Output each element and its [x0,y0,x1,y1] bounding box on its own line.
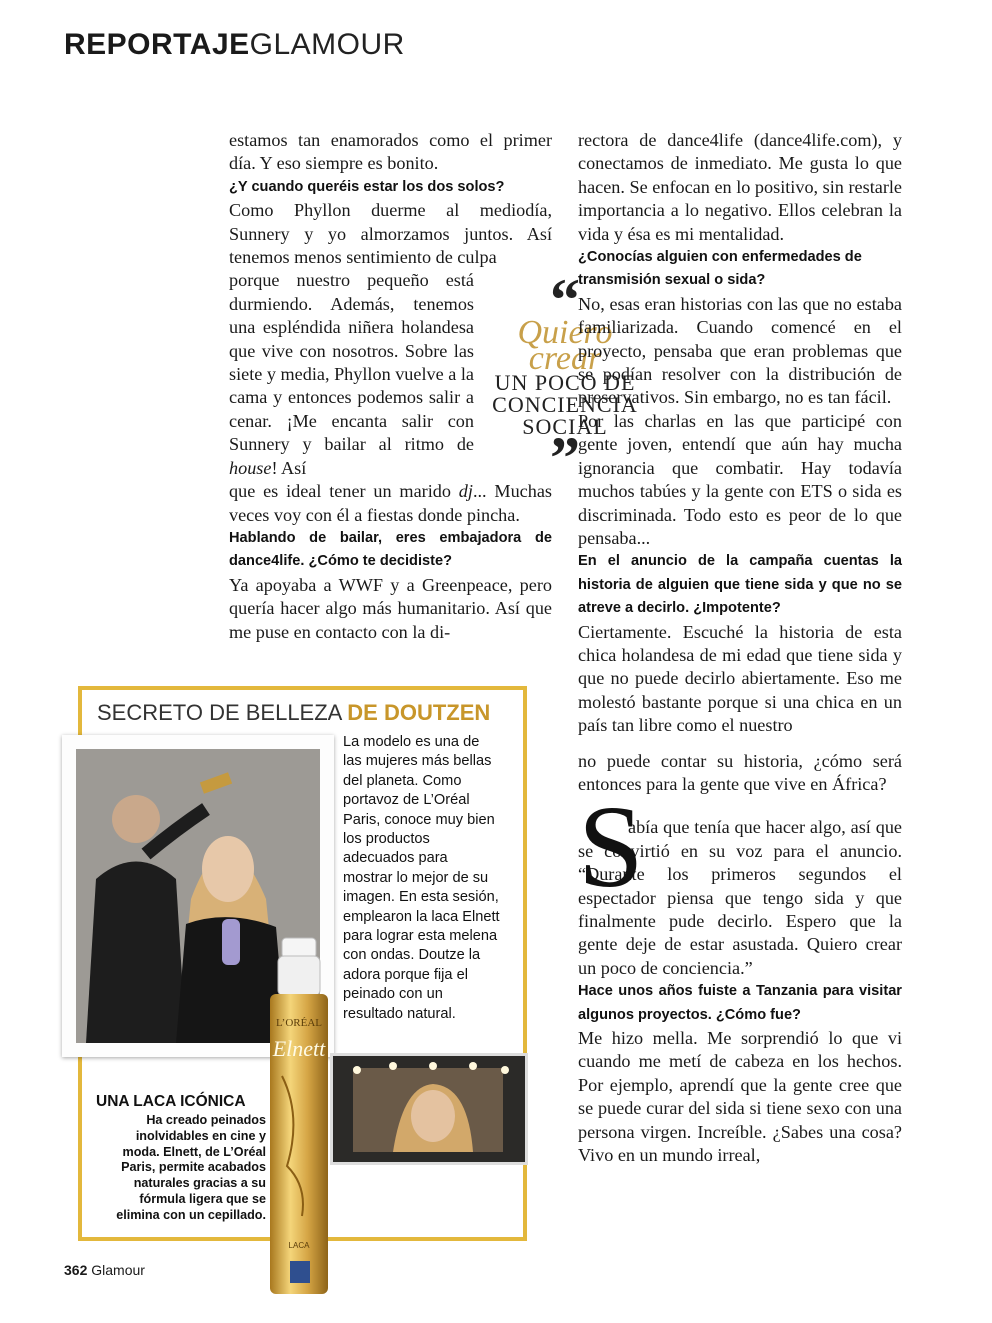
paragraph-text: ... Muchas veces voy con él a fiestas donde pincha. [229,481,552,525]
page-footer [64,1262,145,1278]
hairspray-can-illustration [262,936,336,1298]
paragraph: No, esas eran historias con las que no estaba familiarizada. Cuando comencé en el proyecto, pensaba que eran problemas que se podían resolver con la distribución de preservativos. Sin embargo, no es tan fácil. [578,293,902,408]
paragraph: rectora de dance4life (dance4life.com), y conectamos de inmediato. Me gusta lo que hacen. Se enfocan en lo positivo, sin restarle importancia a lo negativo. Ellos celebran la vida y ésa es mi mentalidad. [578,130,902,244]
paragraph: Como Phyllon duerme al mediodía, Sunnery y yo almorzamos juntos. Así tenemos menos sentimiento de culpa [229,200,552,268]
paragraph-wrapped [229,269,474,480]
paragraph: abía que tenía que hacer algo, así que se convirtió en su voz para el anuncio. “Durante los primeros segundos el espectador piensa que tengo sida y que finalmente pude decirlo. Espero que la gente deje de estar asustada. Quiero crear un poco de conciencia.” [578,817,902,978]
mirror-photo [330,1053,528,1165]
open-quote-mark: “ [550,267,580,333]
sidebar-text: La modelo es una de las mujeres más bellas del planeta. Como portavoz de L’Oréal Paris, conoce muy bien los productos adecuados para mostrar lo mejor de su imagen. En esta sesión, emplearon la laca Elnett para lograr esta melena con ondas. Doutze la adora porque fija el peinado con un resultado natural. [343,734,500,1022]
can-brand: L’ORÉAL [275,1017,323,1029]
emphasis-text: house [229,457,272,478]
pull-quote-line: crear [528,340,602,377]
paragraph: Ciertamente. Escuché la historia de esta chica holandesa de mi edad que tiene sida y que no puede decirlo abiertamente. Eso me molestó bastante porque si una chica en un país tan libre como el nuestro [578,621,902,736]
paragraph: Ya apoyaba a WWF y a Greenpeace, pero quería hacer algo más humanitario. Así que me puse en contacto con la di- [229,574,552,642]
paragraph: no puede contar su historia, ¿cómo será entonces para la gente que vive en África? [578,750,902,794]
interview-question: En el anuncio de la campaña cuentas la historia de alguien que tiene sida y que no se atreve a decirlo. ¿Impotente? [578,553,902,617]
emphasis-text: dj [458,481,473,502]
pull-quote-line: SOCIAL [522,414,608,439]
interview-question: Hablando de bailar, eres embajadora de dance4life. ¿Cómo te decidiste? [229,529,552,570]
caption-text: Ha creado peinados inolvidables en cine y moda. Elnett, de L’Oréal Paris, permite acabados naturales gracias a su fórmula ligera que se elimina con un cepillado. [116,1113,266,1222]
page-header [64,28,405,62]
elnett-hairspray-can [262,936,336,1298]
footer-brand: Glamour [91,1262,145,1278]
interview-question: ¿Conocías alguien con enfermedades de [578,249,862,266]
paragraph-text: que es ideal tener un marido [229,481,451,502]
drop-cap: S [578,781,644,912]
paragraph: Me hizo mella. Me sorprendió lo que vi cuando me metí de cabeza en los hechos. Por ejemplo, aprendí que la gente cree que se puede curar del sida si tiene sexo con una persona virgen. Increíble. ¿Sabes una cosa? Vivo en un mundo irreal, [578,1028,902,1166]
magazine-brand: GLAMOUR [249,28,405,61]
section-label: REPORTAJE [64,28,250,61]
can-label: LACA [288,1241,310,1250]
right-column [578,129,902,1167]
interview-question: transmisión sexual o sida? [578,272,766,289]
paragraph [229,480,552,527]
pull-quote-line: UN POCO DE [494,370,636,395]
sidebar-title-plain: SECRETO DE BELLEZA [97,700,342,725]
page-number: 362 [64,1262,88,1278]
pull-quote-line: CONCIENCIA [492,392,638,417]
paragraph: Por las charlas en las que participé con gente joven, entendí que aún hay mucha ignorancia que combatir. Hay todavía muchos tabúes y la gente con ETS o sida es discriminada. Todo esto es peor de lo que pensaba... [578,410,902,548]
interview-question: Hace unos años fuiste a Tanzania para visitar algunos proyectos. ¿Cómo fue? [578,983,902,1023]
interview-question: ¿Y cuando queréis estar los dos solos? [229,178,505,195]
paragraph-text: ! Así [271,457,307,478]
caption-title: UNA LACA ICÓNICA [96,1093,246,1110]
paragraph-text: porque nuestro pequeño está durmiendo. Además, tenemos una espléndida niñera holandesa que vive con nosotros. Sobre las siete y media, Phyllon vuelve a la cama y entonces podemos salir a cenar. ¡Me encanta salir con Sunnery y bailar al ritmo de [229,270,474,455]
mirror-illustration [333,1056,525,1162]
can-product: Elnett [272,1036,326,1061]
paragraph: estamos tan enamorados como el primer día. Y eso siempre es bonito. [229,130,552,174]
close-quote-mark: ” [550,425,580,491]
pull-quote-line: Quiero [517,314,613,351]
sidebar-title-bold: DE DOUTZEN [347,700,491,725]
sidebar-title [97,700,490,726]
